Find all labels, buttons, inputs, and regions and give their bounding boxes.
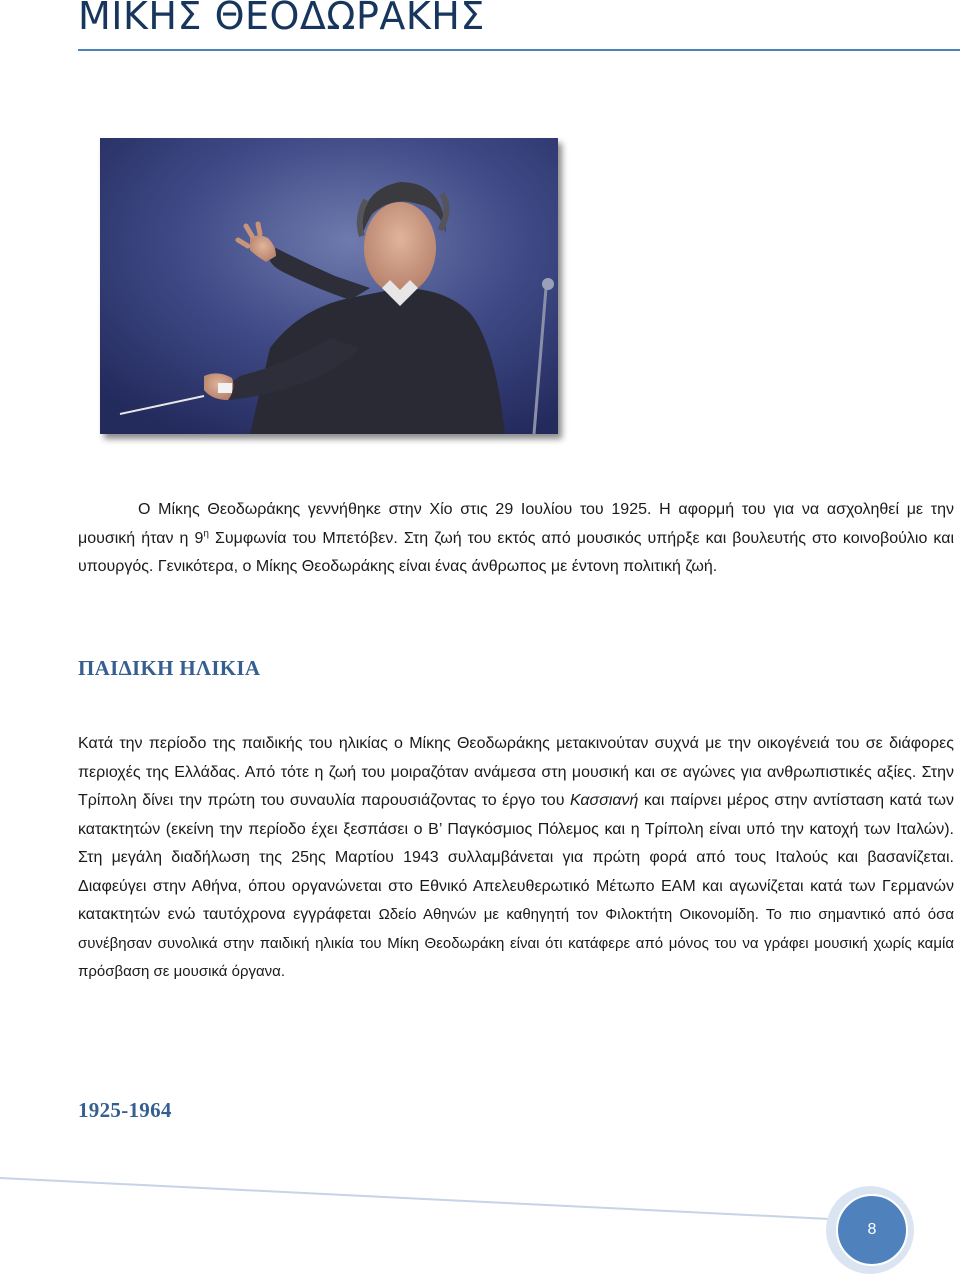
intro-text-2: Συμφωνία του Μπετόβεν. Στη ζωή του εκτός από μουσικός υπήρξε και βουλευτής στο κοινοβούλιο και υπουργός. Γενικότερα, ο Μίκης Θεοδωράκης είναι ένας άνθρωπος με έντονη πολιτική ζωή. [78,529,954,575]
page-number: 8 [867,1221,877,1238]
title-underline [78,49,960,51]
childhood-text-2: και παίρνει μέρος στην αντίσταση κατά των κατακτητών (εκείνη την περίοδο έχει ξεσπάσει ο Β’ Παγκόσμιος Πόλεμος και η Τρίπολη είναι υπό την κατοχή των Ιταλών). Στη μεγάλη διαδήλωση της 25ης Μαρτίου 1943 συλλαμβάνεται για πρώτη φορά από τους Ιταλούς και βασανίζεται. Διαφεύγει στην Αθήνα, όπου οργανώνεται στο Εθνικό Απελευθερωτικό Μέτωπο ΕΑΜ και αγωνίζεται κατά των Γερμανών κατακτητών ενώ ταυτόχρονα εγγράφεται [78,792,954,923]
intro-paragraph [78,496,954,582]
heading-1925-1964: 1925-1964 [78,1098,172,1122]
work-title: Κασσιανή [569,792,639,809]
footer-curve [0,1150,960,1276]
childhood-paragraph [78,730,954,987]
childhood-text-3: Ωδείο Αθηνών με καθηγητή τον Φιλοκτήτη Οικονομίδη. Το πιο σημαντικό από όσα συνέβησαν συνολικά στην παιδική ηλικία του Μίκη Θεοδωράκη είναι ότι κατάφερε από μόνος του να γράφει μουσική χωρίς καμία πρόσβαση σε μουσικά όργανα. [78,906,955,980]
conductor-photo [100,138,558,434]
childhood-text-1: Κατά την περίοδο της παιδικής του ηλικίας ο Μίκης Θεοδωράκης μετακινούταν συχνά με την οικογένειά του σε διάφορες περιοχές της Ελλάδας. Από τότε η ζωή του μοιραζόταν ανάμεσα στη μουσική και σε αγώνες για ανθρωπιστικές αξίες. Στην Τρίπολη δίνει την πρώτη του συναυλία παρουσιάζοντας το έργο του [78,735,954,809]
document-title: ΜΙΚΗΣ ΘΕΟΔΩΡΑΚΗΣ [78,0,485,38]
intro-text-1: Ο Μίκης Θεοδωράκης γεννήθηκε στην Χίο στις 29 Ιουλίου του 1925. Η αφορμή του για να ασχοληθεί με την μουσική ήταν η 9 [78,501,954,547]
heading-childhood: ΠΑΙΔΙΚΗ ΗΛΙΚΙΑ [78,656,261,680]
intro-superscript: η [203,528,209,540]
